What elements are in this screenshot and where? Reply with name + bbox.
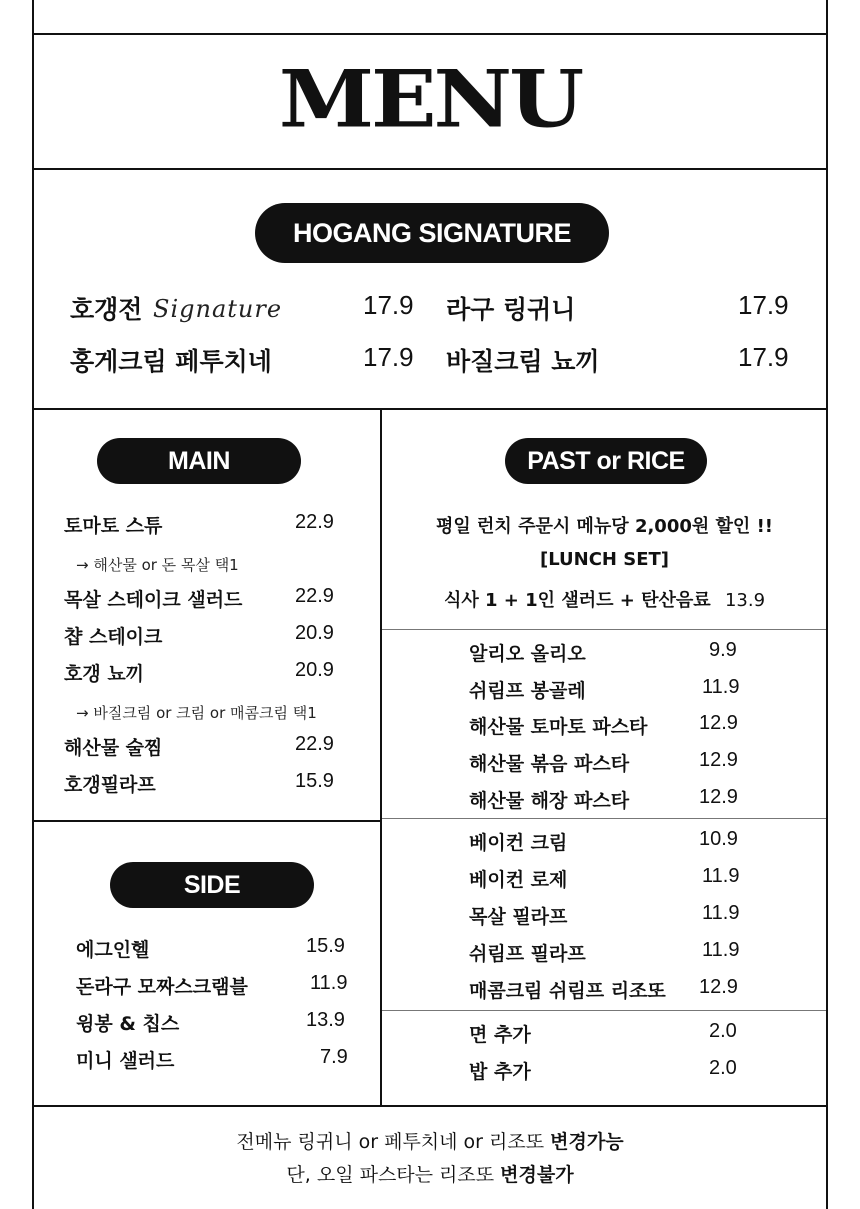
footer-emphasis: 변경불가: [500, 1164, 574, 1186]
divider-title: [32, 168, 828, 170]
signature-item-price: 17.9: [363, 290, 414, 320]
page-title: MENU: [278, 53, 582, 146]
main-item-price: 20.9: [295, 622, 334, 644]
main-item-price: 22.9: [295, 733, 334, 755]
past-item-price: 10.9: [699, 828, 738, 850]
divider-signature: [32, 408, 828, 410]
signature-item-name: 바질크림 뇨끼: [446, 347, 600, 376]
footer-text: 전메뉴 링귀니 or 페투치네 or 리조또: [236, 1131, 551, 1153]
lunch-set-line: [383, 586, 826, 612]
past-item-name: 해산물 해장 파스타: [469, 790, 630, 812]
main-item-name: 호갱필라프: [64, 774, 156, 796]
main-item-name: 토마토 스튜: [64, 515, 163, 537]
main-item-note: → 바질크림 or 크림 or 매콤크림 택1: [76, 704, 317, 722]
past-item-name: 해산물 토마토 파스타: [469, 716, 648, 738]
divider-columns: [380, 408, 382, 1106]
past-item-price: 9.9: [709, 639, 737, 661]
divider-past-1: [382, 629, 826, 630]
signature-item-price: 17.9: [738, 290, 789, 320]
past-item-name: 쉬림프 봉골레: [469, 680, 586, 702]
main-item-price: 15.9: [295, 770, 334, 792]
main-item-price: 22.9: [295, 511, 334, 533]
footer-note-change-unavailable: [34, 1160, 826, 1187]
lunch-set-price: 13.9: [724, 590, 766, 611]
divider-past-3: [382, 1010, 826, 1011]
side-item-name: 미니 샐러드: [76, 1050, 175, 1072]
past-item-price: 12.9: [699, 749, 738, 771]
past-item-price: 12.9: [699, 712, 738, 734]
main-item-name: 호갱 뇨끼: [64, 663, 145, 685]
signature-item-price: 17.9: [738, 342, 789, 372]
extra-item-name: 밥 추가: [469, 1061, 531, 1083]
lunch-set-title: [LUNCH SET]: [539, 549, 670, 570]
side-item-name: 윙봉 & 칩스: [76, 1013, 180, 1035]
past-item-name: 해산물 볶음 파스타: [469, 753, 630, 775]
past-item-name: 베이컨 크림: [469, 832, 568, 854]
side-item-price: 7.9: [320, 1046, 348, 1068]
extra-item-name: 면 추가: [469, 1024, 531, 1046]
main-item-name: 목살 스테이크 샐러드: [64, 589, 243, 611]
frame-left-border: [32, 0, 34, 1209]
extra-item-price: 2.0: [709, 1057, 737, 1079]
side-item-price: 13.9: [306, 1009, 345, 1031]
main-heading: MAIN: [97, 438, 301, 484]
signature-item-name: 라구 링귀니: [446, 295, 576, 324]
divider-main-side: [32, 820, 382, 822]
past-heading: PAST or RICE: [505, 438, 707, 484]
side-item-price: 11.9: [310, 972, 348, 994]
main-item-price: 20.9: [295, 659, 334, 681]
past-item-price: 11.9: [702, 676, 740, 698]
divider-footer: [32, 1105, 828, 1107]
side-item-name: 에그인헬: [76, 939, 150, 961]
footer-note-change-available: [34, 1127, 826, 1154]
past-item-price: 12.9: [699, 786, 738, 808]
past-item-name: 베이컨 로제: [469, 869, 568, 891]
side-heading: SIDE: [110, 862, 314, 908]
past-item-price: 12.9: [699, 976, 738, 998]
lunch-set-description: 식사 1 + 1인 샐러드 + 탄산음료: [443, 590, 711, 611]
side-item-name: 돈라구 모짜스크램블: [76, 976, 248, 998]
main-item-price: 22.9: [295, 585, 334, 607]
signature-item-name: 홍게크림 페투치네: [70, 347, 272, 376]
main-item-note: → 해산물 or 돈 목살 택1: [76, 556, 239, 574]
main-item-name: 챱 스테이크: [64, 626, 163, 648]
signature-item-name: 호갱전: [70, 295, 143, 324]
divider-top: [32, 33, 828, 35]
lunch-discount-text: 평일 런치 주문시 메뉴당 2,000원 할인 !!: [436, 516, 773, 537]
past-item-name: 매콤크림 쉬림프 리조또: [469, 980, 666, 1002]
signature-heading: HOGANG SIGNATURE: [255, 203, 609, 263]
frame-right-border: [826, 0, 828, 1209]
side-item-price: 15.9: [306, 935, 345, 957]
past-item-name: 알리오 올리오: [469, 643, 586, 665]
past-item-price: 11.9: [702, 902, 740, 924]
past-item-name: 쉬림프 필라프: [469, 943, 586, 965]
extra-item-price: 2.0: [709, 1020, 737, 1042]
footer-text: 단, 오일 파스타는 리조또: [286, 1164, 501, 1186]
divider-past-2: [382, 818, 826, 819]
past-item-name: 목살 필라프: [469, 906, 568, 928]
main-item-name: 해산물 술찜: [64, 737, 163, 759]
past-item-price: 11.9: [702, 939, 740, 961]
past-item-price: 11.9: [702, 865, 740, 887]
footer-emphasis: 변경가능: [550, 1131, 624, 1153]
signature-script-label: Signature: [153, 295, 283, 323]
signature-item-price: 17.9: [363, 342, 414, 372]
